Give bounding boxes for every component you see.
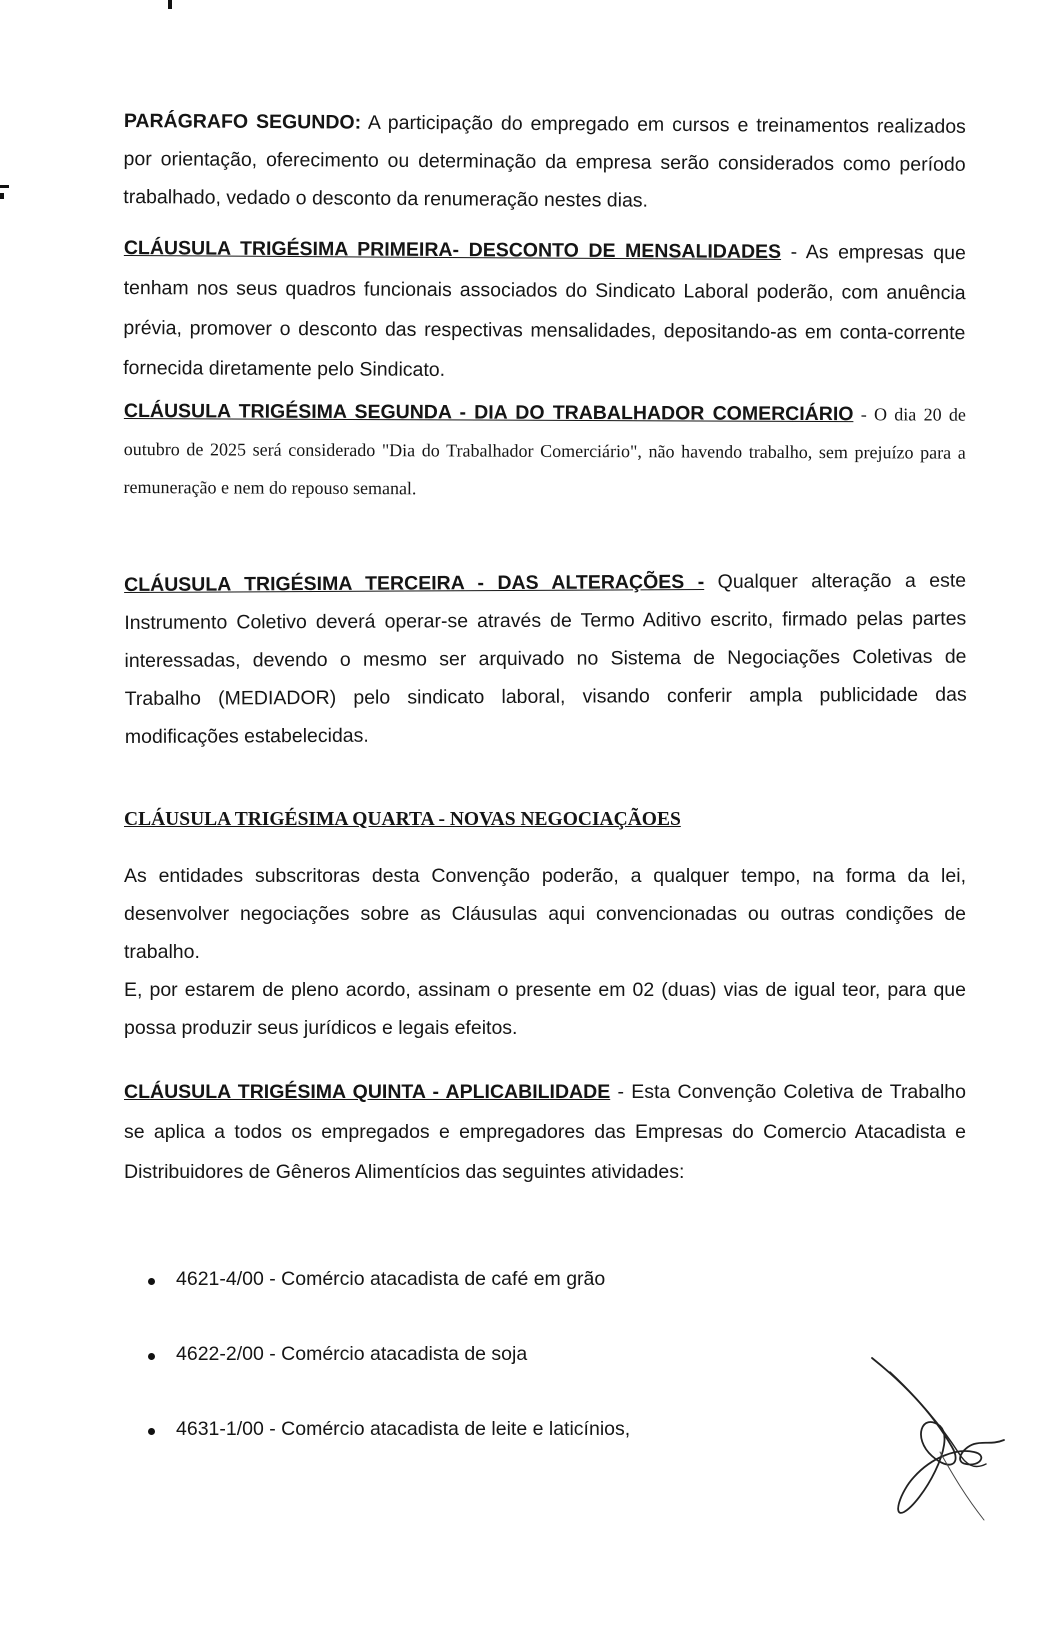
list-item bbox=[140, 1343, 630, 1418]
clausula-32-text: - O dia 20 de outubro de 2025 será considerado "Dia do Trabalhador Comerciário", não havendo trabalho, sem prejuízo para a remuneração e nem do repouso semanal. bbox=[123, 404, 966, 499]
clausula-34-text: As entidades subscritoras desta Convenção poderão, a qualquer tempo, na forma da lei, desenvolver negociações sobre as Cláusulas aqui convencionadas ou outras condições de trabalho. bbox=[124, 865, 966, 963]
scan-mark-left-2 bbox=[0, 193, 4, 199]
clausula-33 bbox=[124, 562, 967, 756]
activity-text: 4631-1/00 - Comércio atacadista de leite e laticínios, bbox=[176, 1418, 631, 1440]
clausula-31 bbox=[123, 228, 966, 393]
clausula-33-heading: CLÁUSULA TRIGÉSIMA TERCEIRA - DAS ALTERAÇÕES - bbox=[124, 570, 705, 596]
clausula-32-heading: CLÁUSULA TRIGÉSIMA SEGUNDA - DIA DO TRABALHADOR COMERCIÁRIO bbox=[123, 399, 854, 426]
clausula-31-heading: CLÁUSULA TRIGÉSIMA PRIMEIRA- DESCONTO DE MENSALIDADES bbox=[123, 236, 782, 264]
clausula-35 bbox=[124, 1072, 966, 1192]
clausula-31-text: - As empresas que tenham nos seus quadros funcionais associados do Sindicato Laboral poderão, com anuência prévia, promover o desconto das respectivas mensalidades, depositando-as em conta-corrente fornecida diretamente pelo Sindicato. bbox=[123, 241, 966, 381]
activities-list bbox=[140, 1268, 630, 1493]
list-item bbox=[140, 1268, 630, 1343]
clausula-35-text: - Esta Convenção Coletiva de Trabalho se aplica a todos os empregados e empregadores das Empresas do Comercio Atacadista e Distribuidores de Gêneros Alimentícios das seguintes atividades: bbox=[124, 1081, 966, 1183]
clausula-32 bbox=[124, 392, 966, 510]
list-item bbox=[140, 1418, 630, 1493]
paragrafo-segundo-text: A participação do empregado em cursos e treinamentos realizados por orientação, oferecimento ou determinação da empresa serão considerados como período trabalhado, vedado o desconto da renumeração nestes dias. bbox=[123, 111, 966, 212]
bullet-icon bbox=[148, 1278, 155, 1285]
paragrafo-segundo-heading: PARÁGRAFO SEGUNDO: bbox=[123, 109, 362, 134]
clausula-34-closing: E, por estarem de pleno acordo, assinam o presente em 02 (duas) vias de igual teor, para que possa produzir seus jurídicos e legais efeitos. bbox=[124, 979, 966, 1039]
activity-text: 4622-2/00 - Comércio atacadista de soja bbox=[176, 1343, 528, 1365]
scan-mark-left bbox=[0, 185, 9, 188]
clausula-35-heading: CLÁUSULA TRIGÉSIMA QUINTA - APLICABILIDADE bbox=[124, 1081, 611, 1103]
clausula-33-text: Qualquer alteração a este Instrumento Coletivo deverá operar-se através de Termo Aditivo escrito, firmado pelas partes interessadas, devendo o mesmo ser arquivado no Sistema de Negociações Coletivas de Trabalho (MEDIADOR) pelo sindicato laboral, visando conferir ampla publicidade das modificações estabelecidas. bbox=[124, 569, 967, 748]
activity-text: 4621-4/00 - Comércio atacadista de café em grão bbox=[176, 1268, 606, 1290]
bullet-icon bbox=[148, 1353, 155, 1360]
scan-mark-top bbox=[168, 0, 172, 9]
paragrafo-segundo bbox=[123, 102, 966, 222]
clausula-34 bbox=[124, 800, 966, 1047]
clausula-34-heading: CLÁUSULA TRIGÉSIMA QUARTA - NOVAS NEGOCIAÇÃOES bbox=[124, 809, 681, 830]
handwritten-signature bbox=[862, 1352, 1012, 1522]
bullet-icon bbox=[148, 1428, 155, 1435]
